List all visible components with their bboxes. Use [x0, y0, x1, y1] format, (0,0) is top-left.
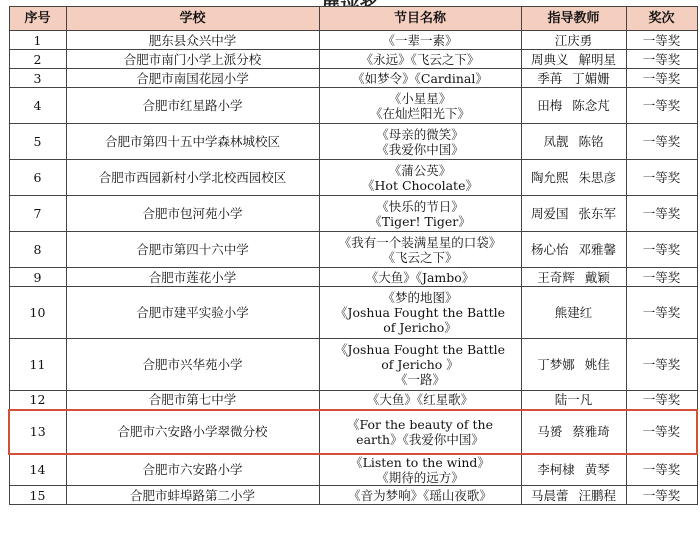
cell-program	[319, 339, 521, 391]
table-row	[9, 31, 697, 50]
cell-teacher: 丁梦娜 姚佳	[521, 339, 626, 391]
cell-no: 6	[9, 160, 66, 196]
cell-no: 13	[9, 410, 66, 454]
cell-program	[319, 486, 521, 505]
cell-program	[319, 160, 521, 196]
program-line: 《大鱼》《红星歌》	[366, 392, 474, 408]
cell-program	[319, 410, 521, 454]
cell-teacher: 李柯棣 黄琴	[521, 454, 626, 486]
program-line: 《Listen to the wind》	[350, 454, 490, 470]
cell-no: 9	[9, 268, 66, 287]
cell-no: 5	[9, 124, 66, 160]
table-row	[9, 232, 697, 268]
program-line: 《Tiger! Tiger》	[369, 213, 471, 229]
table-row	[9, 196, 697, 232]
table-row	[9, 486, 697, 505]
cell-award: 一等奖	[626, 486, 697, 505]
program-line: earth》《我爱你中国》	[356, 431, 484, 447]
program-line: 《大鱼》《Jambo》	[365, 269, 475, 285]
table-row	[9, 454, 697, 486]
table-row	[9, 50, 697, 69]
cell-no: 14	[9, 454, 66, 486]
cell-program	[319, 232, 521, 268]
program-line: 《Hot Chocolate》	[362, 177, 478, 193]
program-line: 《飞云之下》	[382, 249, 458, 265]
cell-school: 合肥市兴华苑小学	[66, 339, 319, 391]
table-body	[9, 31, 697, 505]
cell-school: 合肥市南门小学上派分校	[66, 50, 319, 69]
cell-award: 一等奖	[626, 124, 697, 160]
cell-program	[319, 31, 521, 50]
table-row	[9, 287, 697, 339]
program-line: 《For the beauty of the	[347, 416, 493, 432]
cell-program	[319, 196, 521, 232]
cell-award: 一等奖	[626, 391, 697, 410]
cell-program	[319, 88, 521, 124]
cell-school: 合肥市蚌埠路第二小学	[66, 486, 319, 505]
header-award: 奖次	[626, 7, 697, 31]
program-line: 《在灿烂阳光下》	[369, 105, 470, 121]
cell-no: 4	[9, 88, 66, 124]
cell-program	[319, 50, 521, 69]
header-no: 序号	[9, 7, 66, 31]
cell-teacher: 季苒 丁媚姗	[521, 69, 626, 88]
cell-award: 一等奖	[626, 88, 697, 124]
cell-teacher: 陶允熙 朱思彦	[521, 160, 626, 196]
cell-program	[319, 124, 521, 160]
cell-program	[319, 287, 521, 339]
cell-school: 肥东县众兴中学	[66, 31, 319, 50]
cell-program	[319, 391, 521, 410]
cell-award: 一等奖	[626, 287, 697, 339]
program-line: 《蒲公英》	[388, 162, 452, 178]
table-row	[9, 268, 697, 287]
table-row	[9, 339, 697, 391]
program-line: 《我爱你中国》	[376, 141, 464, 157]
cell-teacher: 马晨蕾 汪鹏程	[521, 486, 626, 505]
header-school: 学校	[66, 7, 319, 31]
program-line: 《我有一个装满星星的口袋》	[338, 234, 502, 250]
cell-no: 7	[9, 196, 66, 232]
cell-program	[319, 268, 521, 287]
cell-no: 10	[9, 287, 66, 339]
cell-teacher: 陆一凡	[521, 391, 626, 410]
cell-teacher: 周爱国 张东军	[521, 196, 626, 232]
cell-school: 合肥市红星路小学	[66, 88, 319, 124]
cell-award: 一等奖	[626, 454, 697, 486]
cell-teacher: 周典义 解明星	[521, 50, 626, 69]
program-line: 《音为梦响》《瑶山夜歌》	[348, 487, 492, 503]
program-line: 《一辈一素》	[382, 32, 458, 48]
cell-school: 合肥市莲花小学	[66, 268, 319, 287]
table-row	[9, 160, 697, 196]
cell-school: 合肥市建平实验小学	[66, 287, 319, 339]
program-line: 《快乐的节日》	[376, 198, 464, 214]
program-line: 《期待的远方》	[376, 469, 464, 485]
cell-no: 3	[9, 69, 66, 88]
program-line: 《母亲的微笑》	[376, 126, 464, 142]
award-table	[8, 6, 698, 505]
program-line: 《Joshua Fought the Battle	[334, 305, 506, 320]
table-row	[9, 88, 697, 124]
cell-teacher: 江庆勇	[521, 31, 626, 50]
table-row	[9, 124, 697, 160]
cell-teacher: 熊建红	[521, 287, 626, 339]
cell-school: 合肥市六安路小学	[66, 454, 319, 486]
program-line: 《如梦令》《Cardinal》	[352, 70, 488, 86]
cell-no: 12	[9, 391, 66, 410]
cell-no: 1	[9, 31, 66, 50]
cell-award: 一等奖	[626, 339, 697, 391]
cell-school: 合肥市西园新村小学北校西园校区	[66, 160, 319, 196]
cell-award: 一等奖	[626, 160, 697, 196]
cell-no: 8	[9, 232, 66, 268]
cell-school: 合肥市第四十五中学森林城校区	[66, 124, 319, 160]
cell-no: 11	[9, 339, 66, 391]
program-line: 《梦的地图》	[382, 290, 458, 305]
program-line: 《一路》	[394, 372, 445, 387]
cell-program	[319, 69, 521, 88]
table-row	[9, 410, 697, 454]
cell-no: 15	[9, 486, 66, 505]
cell-school: 合肥市南国花园小学	[66, 69, 319, 88]
cell-award: 一等奖	[626, 69, 697, 88]
header-teacher: 指导教师	[521, 7, 626, 31]
cell-award: 一等奖	[626, 31, 697, 50]
cell-award: 一等奖	[626, 268, 697, 287]
program-line: of Jericho》	[383, 320, 457, 335]
cell-award: 一等奖	[626, 196, 697, 232]
program-line: of Jericho 》	[381, 357, 459, 372]
cell-teacher: 王奇辉 戴颖	[521, 268, 626, 287]
cell-no: 2	[9, 50, 66, 69]
table-row	[9, 391, 697, 410]
cell-teacher: 凤靓 陈铭	[521, 124, 626, 160]
cell-award: 一等奖	[626, 232, 697, 268]
program-line: 《Joshua Fought the Battle	[334, 342, 506, 357]
cell-teacher: 田梅 陈念芃	[521, 88, 626, 124]
cell-school: 合肥市六安路小学翠微分校	[66, 410, 319, 454]
program-line: 《小星星》	[388, 90, 452, 106]
header-program: 节目名称	[319, 7, 521, 31]
cell-school: 合肥市第四十六中学	[66, 232, 319, 268]
table-header-row	[9, 7, 697, 31]
cell-school: 合肥市包河苑小学	[66, 196, 319, 232]
cell-award: 一等奖	[626, 410, 697, 454]
table-row	[9, 69, 697, 88]
cell-teacher: 马赟 蔡雅琦	[521, 410, 626, 454]
program-line: 《永远》《飞云之下》	[360, 51, 480, 67]
cell-teacher: 杨心怡 邓雅馨	[521, 232, 626, 268]
cell-program	[319, 454, 521, 486]
cell-award: 一等奖	[626, 50, 697, 69]
cell-school: 合肥市第七中学	[66, 391, 319, 410]
